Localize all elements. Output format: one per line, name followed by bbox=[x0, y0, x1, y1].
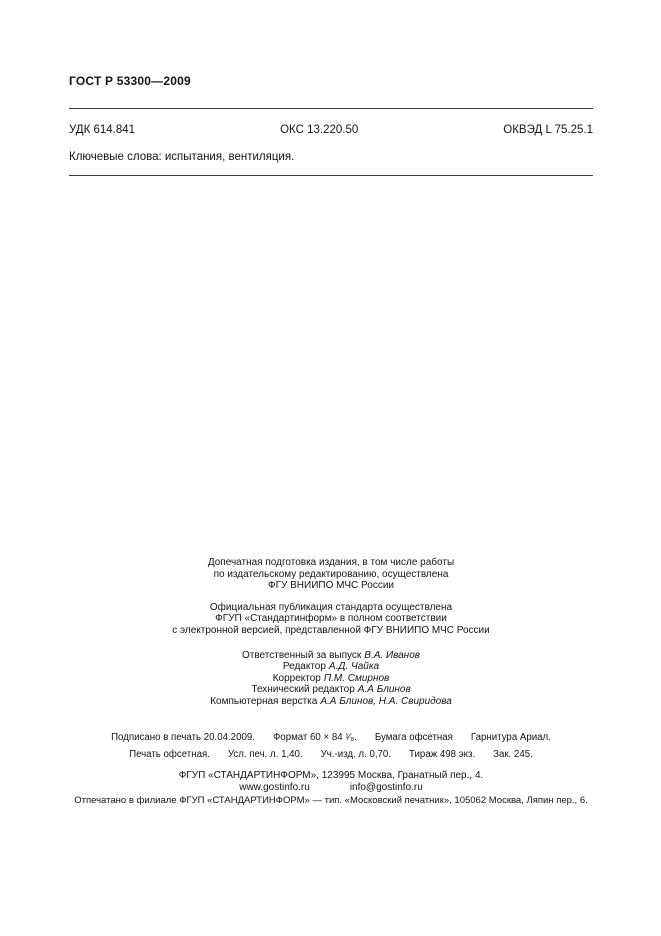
print-segment-typeface: Гарнитура Ариал. bbox=[470, 731, 551, 743]
prepress-line: ФГУ ВНИИПО МЧС России bbox=[267, 580, 394, 592]
credit-role: Редактор bbox=[282, 661, 326, 673]
print-segment-print-type: Печать офсетная. bbox=[129, 748, 210, 760]
publication-line: Официальная публикация стандарта осуществлена bbox=[209, 601, 453, 613]
publication-note bbox=[69, 602, 593, 637]
print-info bbox=[69, 729, 593, 763]
credit-name: П.М. Смирнов bbox=[323, 672, 390, 684]
prepress-line: по издательскому редактированию, осуществлена bbox=[213, 568, 449, 580]
credit-name: А.Д. Чайка bbox=[328, 661, 380, 673]
credit-line bbox=[69, 661, 593, 673]
oks-code: ОКС 13.220.50 bbox=[280, 124, 359, 136]
printed-at-line: Отпечатано в филиале ФГУП «СТАНДАРТИНФОРМ» — тип. «Московский печатник», 105062 Москва, Ляпин пер., 6. bbox=[74, 794, 588, 806]
doc-code: ГОСТ Р 53300—2009 bbox=[69, 74, 191, 88]
prepress-note bbox=[69, 557, 593, 592]
publisher-block bbox=[69, 770, 593, 808]
print-segment-signed-date: Подписано в печать 20.04.2009. bbox=[111, 731, 255, 743]
print-info-row bbox=[69, 746, 593, 763]
credit-role: Компьютерная верстка bbox=[210, 695, 318, 707]
credit-role: Ответственный за выпуск bbox=[242, 649, 362, 661]
credit-line bbox=[69, 673, 593, 685]
print-segment-press-sheets: Усл. печ. л. 1,40. bbox=[227, 748, 303, 760]
classification-row bbox=[69, 124, 593, 136]
credit-role: Технический редактор bbox=[251, 684, 355, 696]
credit-line bbox=[69, 684, 593, 696]
print-segment-format: Формат 60 × 84 ¹⁄₈. bbox=[272, 731, 357, 743]
publication-line: с электронной версией, представленной ФГУ ВНИИПО МЧС России bbox=[172, 624, 490, 636]
divider-keywords bbox=[69, 175, 593, 176]
credit-name: В.А. Иванов bbox=[364, 649, 420, 661]
print-segment-pub-sheets: Уч.-изд. л. 0,70. bbox=[320, 748, 392, 760]
credit-role: Корректор bbox=[272, 672, 321, 684]
page-content bbox=[69, 0, 593, 807]
publication-line: ФГУП «Стандартинформ» в полном соответствии bbox=[215, 613, 447, 625]
keywords-line: Ключевые слова: испытания, вентиляция. bbox=[69, 151, 295, 163]
print-segment-copies: Тираж 498 экз. bbox=[409, 748, 476, 760]
publisher-contacts bbox=[69, 782, 593, 795]
credit-name: А.А Блинов bbox=[357, 684, 411, 696]
prepress-line: Допечатная подготовка издания, в том числе работы bbox=[207, 557, 455, 568]
credit-line bbox=[69, 696, 593, 708]
print-segment-paper: Бумага офсетная bbox=[374, 731, 453, 743]
publisher-email: info@gostinfo.ru bbox=[349, 782, 423, 794]
okved-code: ОКВЭД L 75.25.1 bbox=[503, 124, 593, 136]
print-segment-order: Зак. 245. bbox=[493, 748, 533, 760]
credits-list bbox=[69, 650, 593, 708]
publisher-address: ФГУП «СТАНДАРТИНФОРМ», 123995 Москва, Гранатный пер., 4. bbox=[178, 769, 484, 781]
credit-name: А.А Блинов, Н.А. Свиридова bbox=[320, 695, 452, 707]
credit-line bbox=[69, 650, 593, 662]
print-info-row bbox=[69, 729, 593, 746]
divider-top bbox=[69, 108, 593, 109]
udk-code: УДК 614.841 bbox=[69, 124, 136, 136]
publisher-website: www.gostinfo.ru bbox=[239, 782, 310, 794]
